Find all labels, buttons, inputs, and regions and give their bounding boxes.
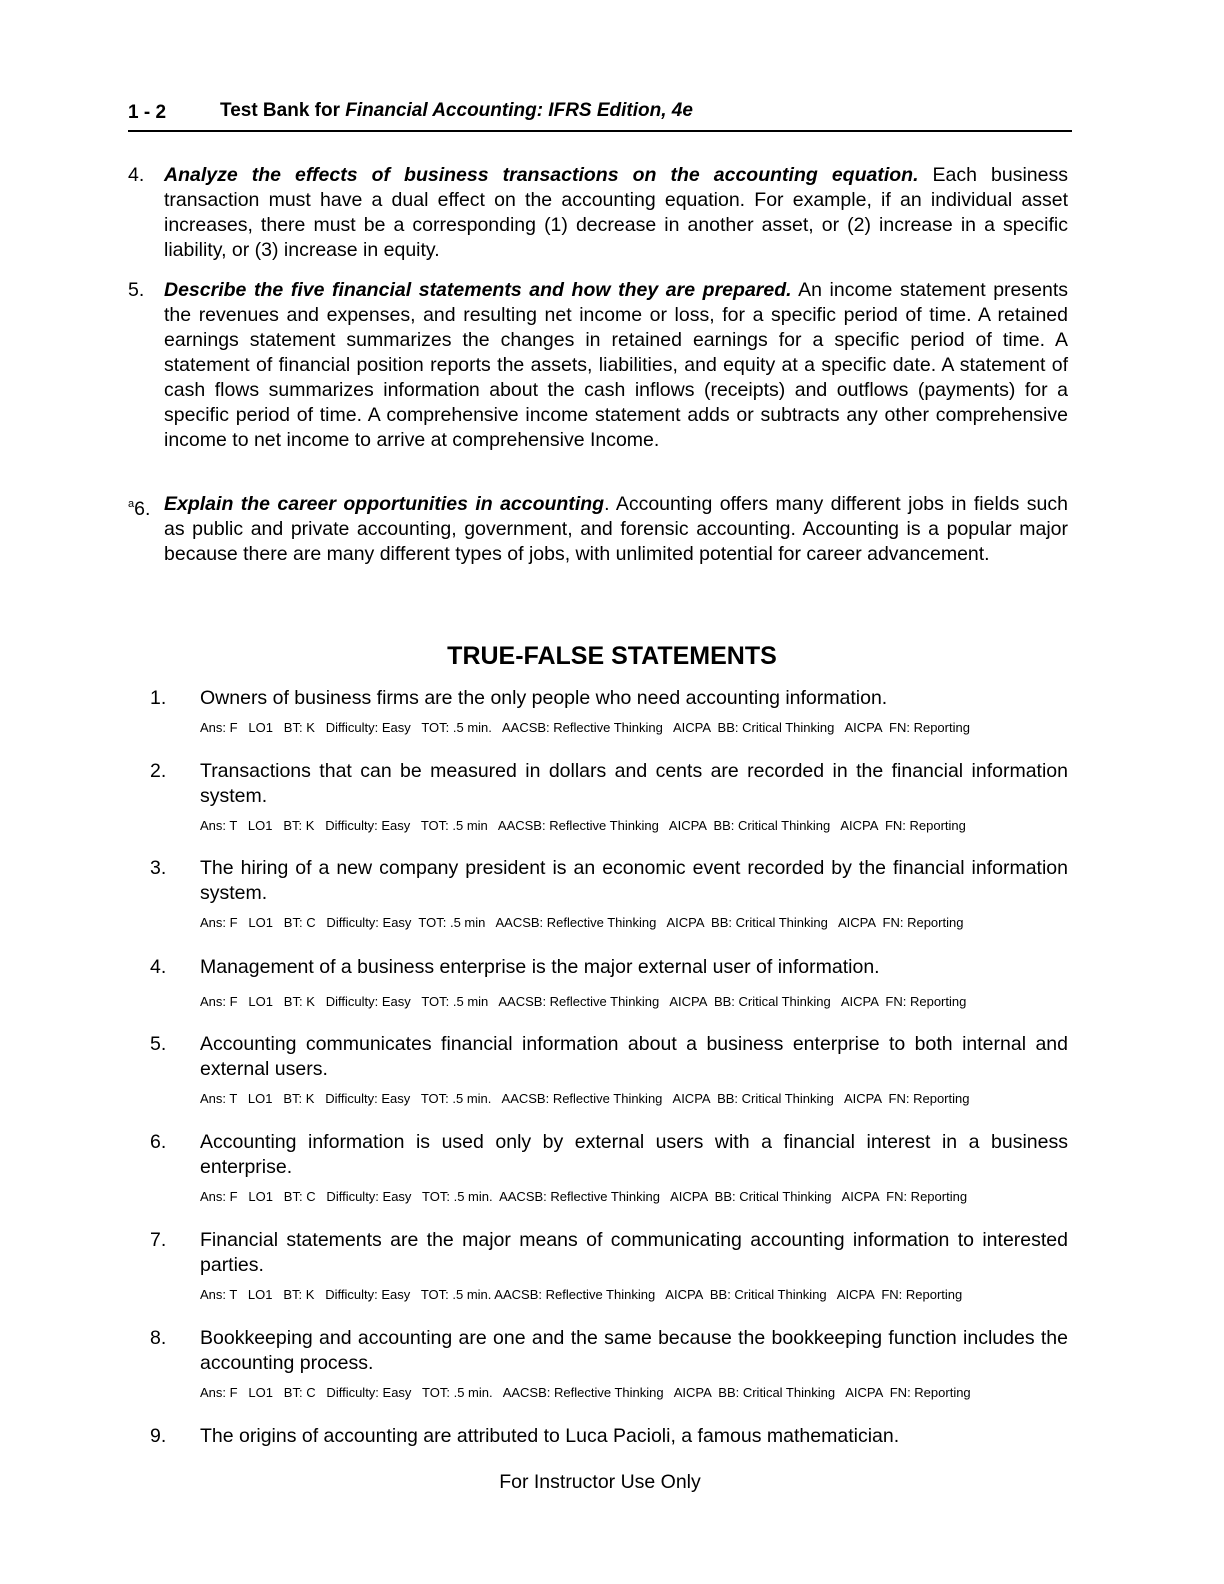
question-text: Accounting information is used only by external users with a financial interest in a business enterprise. (200, 1131, 1068, 1178)
objective-number-value: 6. (134, 498, 151, 520)
objective-number (128, 492, 150, 522)
question-item (150, 856, 1068, 931)
learning-objective-5 (128, 278, 1068, 453)
question-text: Accounting communicates financial information about a business enterprise to both internal and external users. (200, 1033, 1068, 1080)
question-text: The origins of accounting are attributed to Luca Pacioli, a famous mathematician. (200, 1425, 900, 1447)
answer-metadata: Ans: F LO1 BT: C Difficulty: Easy TOT: .5 min. AACSB: Reflective Thinking AICPA BB: Critical Thinking AICPA FN: Reporting (200, 1189, 968, 1204)
question-number: 7. (150, 1229, 167, 1251)
title-prefix: Test Bank for (220, 100, 346, 121)
answer-metadata: Ans: F LO1 BT: C Difficulty: Easy TOT: .5 min. AACSB: Reflective Thinking AICPA BB: Critical Thinking AICPA FN: Reporting (200, 1385, 971, 1400)
objective-body: . Accounting offers many different jobs in fields such as public and private accounting, government, and forensic accounting. Accounting is a popular major because there are many different types of jobs, with unlimited potential for career advancement. (164, 493, 1068, 565)
question-item (150, 1326, 1068, 1401)
learning-objective-6 (128, 492, 1068, 567)
page-number: 1 - 2 (128, 102, 167, 123)
page-footer: For Instructor Use Only (499, 1471, 701, 1493)
learning-objective-4 (128, 163, 1068, 263)
question-number: 8. (150, 1327, 167, 1349)
answer-metadata: Ans: T LO1 BT: K Difficulty: Easy TOT: .5 min. AACSB: Reflective Thinking AICPA BB: Critical Thinking AICPA FN: Reporting (200, 1091, 970, 1106)
question-number: 1. (150, 687, 167, 709)
section-title: TRUE-FALSE STATEMENTS (447, 642, 777, 670)
question-text: Management of a business enterprise is the major external user of information. (200, 956, 880, 978)
objective-number: 4. (128, 164, 145, 186)
objective-lead: Analyze the effects of business transactions on the accounting equation. (164, 164, 919, 186)
question-item (150, 686, 1068, 736)
question-text: Bookkeeping and accounting are one and the same because the bookkeeping function includes the accounting process. (200, 1327, 1068, 1374)
book-title (220, 100, 693, 122)
objective-text (164, 492, 1068, 567)
objective-text (164, 163, 1068, 263)
objective-body: An income statement presents the revenues and expenses, and resulting net income or loss, for a specific period of time. A retained earnings statement summarizes the changes in retained earnings for a specific period of time. A statement of financial position reports the assets, liabilities, and equity at a specific date. A statement of cash flows summarizes information about the cash inflows (receipts) and outflows (payments) for a specific period of time. A comprehensive income statement adds or subtracts any other comprehensive income to net income to arrive at comprehensive Income. (164, 279, 1068, 451)
question-number: 6. (150, 1131, 167, 1153)
objective-text (164, 278, 1068, 453)
objective-number: 5. (128, 279, 145, 301)
page-header (128, 100, 1072, 132)
answer-metadata: Ans: F LO1 BT: C Difficulty: Easy TOT: .5 min AACSB: Reflective Thinking AICPA BB: Critical Thinking AICPA FN: Reporting (200, 915, 964, 930)
question-text: Financial statements are the major means of communicating accounting information to interested parties. (200, 1229, 1068, 1276)
objective-appendix-mark: a (128, 498, 135, 510)
question-number: 4. (150, 956, 167, 978)
question-item (150, 955, 1068, 1010)
question-text: Owners of business firms are the only people who need accounting information. (200, 687, 888, 709)
answer-metadata: Ans: T LO1 BT: K Difficulty: Easy TOT: .5 min AACSB: Reflective Thinking AICPA BB: Critical Thinking AICPA FN: Reporting (200, 818, 966, 833)
question-item (150, 1130, 1068, 1205)
question-text: The hiring of a new company president is an economic event recorded by the financial information system. (200, 857, 1068, 904)
answer-metadata: Ans: T LO1 BT: K Difficulty: Easy TOT: .5 min. AACSB: Reflective Thinking AICPA BB: Critical Thinking AICPA FN: Reporting (200, 1287, 963, 1302)
question-number: 3. (150, 857, 167, 879)
answer-metadata: Ans: F LO1 BT: K Difficulty: Easy TOT: .5 min AACSB: Reflective Thinking AICPA BB: Critical Thinking AICPA FN: Reporting (200, 994, 967, 1009)
question-item (150, 1424, 1068, 1449)
title-italic: Financial Accounting: IFRS Edition, 4e (345, 100, 693, 121)
question-item (150, 1228, 1068, 1303)
objective-lead: Explain the career opportunities in accounting (164, 493, 605, 515)
question-number: 9. (150, 1425, 167, 1447)
question-text: Transactions that can be measured in dollars and cents are recorded in the financial information system. (200, 760, 1068, 807)
objective-body: Each business transaction must have a dual effect on the accounting equation. For example, if an individual asset increases, there must be a corresponding (1) decrease in another asset, or (2) increase in a specific liability, or (3) increase in equity. (164, 164, 1068, 261)
question-number: 5. (150, 1033, 167, 1055)
answer-metadata: Ans: F LO1 BT: K Difficulty: Easy TOT: .5 min. AACSB: Reflective Thinking AICPA BB: Critical Thinking AICPA FN: Reporting (200, 720, 970, 735)
question-item (150, 759, 1068, 834)
question-number: 2. (150, 760, 167, 782)
objective-lead: Describe the five financial statements and how they are prepared. (164, 279, 792, 301)
question-item (150, 1032, 1068, 1107)
